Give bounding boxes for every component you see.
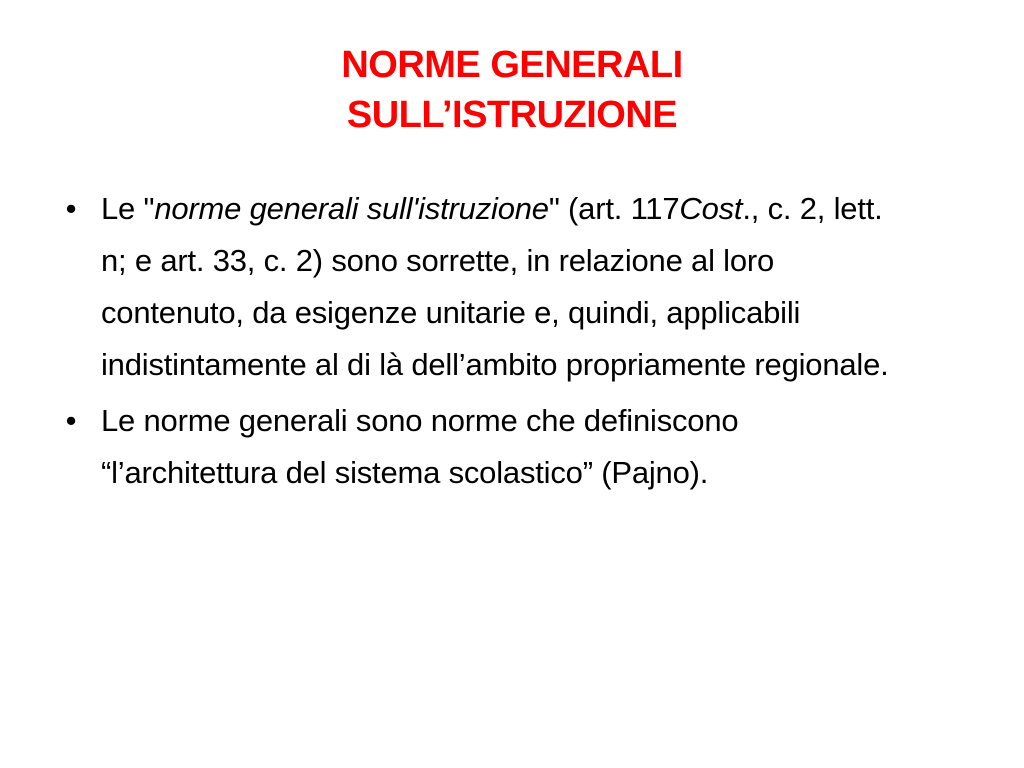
title-line-2: SULL’ISTRUZIONE (346, 94, 678, 136)
slide-title (0, 40, 1024, 140)
bullet-icon: • (65, 191, 77, 226)
bullet-1-italic-1: norme generali sull'istruzione (154, 191, 549, 226)
bullet-1-italic-2: Cost (679, 191, 743, 226)
bullet-1-part-3: ., c. 2, lett. n; e art. 33, c. 2) sono sorrette, in relazione al loro contenuto, da esigenze unitarie e, quindi, applicabili indistintamente al di là dell’ambito propriamente regionale. (101, 191, 889, 382)
bullet-1-part-2: " (art. 117 (548, 191, 680, 226)
bullet-1-part-1: Le " (101, 191, 155, 226)
bullet-list (56, 183, 906, 499)
bullet-text-1 (101, 191, 889, 382)
bullet-text-2: Le norme generali sono norme che definiscono “l’architettura del sistema scolastico” (Pajno). (101, 403, 739, 490)
title-line-1: NORME GENERALI (341, 44, 683, 86)
bullet-icon: • (65, 403, 77, 438)
bullet-item-2 (56, 395, 906, 499)
bullet-item-1 (56, 183, 906, 391)
